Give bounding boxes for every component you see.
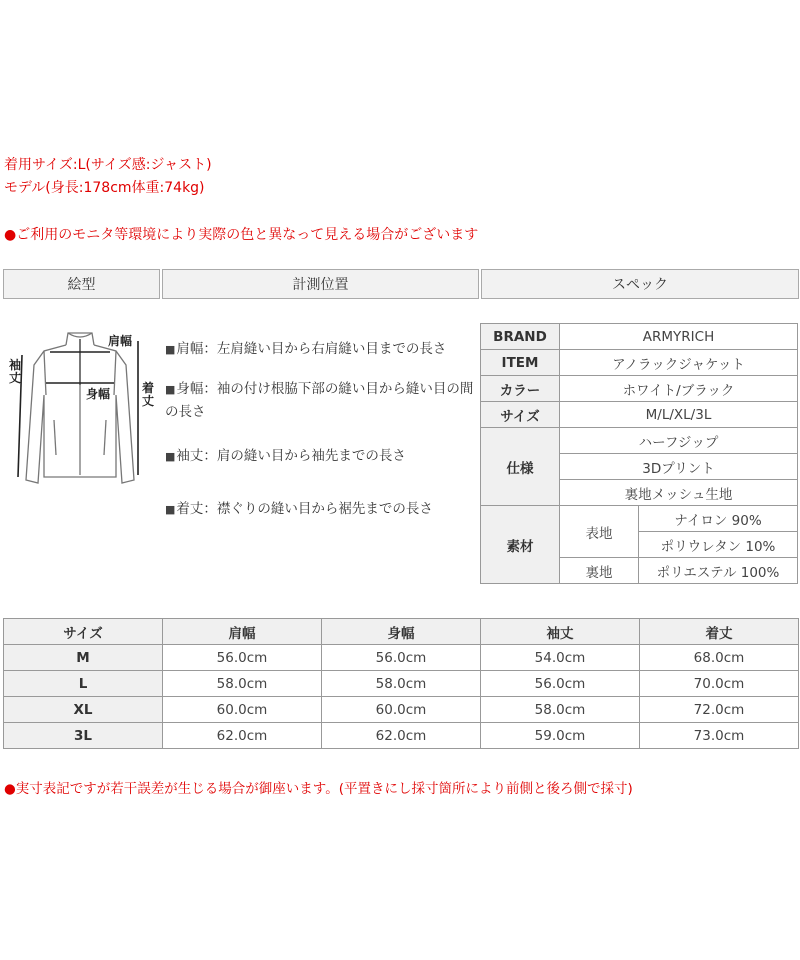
monitor-note: ●ご利用のモニタ等環境により実際の色と異なって見える場合がございます [4, 227, 479, 243]
measure-shoulder-text: 肩幅：左肩縫い目から右肩縫い目までの長さ [176, 341, 447, 357]
size-cell: L [4, 671, 163, 697]
measure-length-text: 着丈：襟ぐりの縫い目から裾先までの長さ [176, 501, 433, 517]
size-cell: 3L [4, 723, 163, 749]
spec-table [480, 323, 798, 584]
model-info: モデル(身長:178cm体重:74kg) [4, 180, 205, 196]
measure-body-text: 身幅：袖の付け根脇下部の縫い目から縫い目の間の長さ [165, 381, 474, 420]
header-spec: スペック [481, 269, 799, 299]
value-cell: 62.0cm [163, 723, 322, 749]
spec-outer-label: 表地 [560, 506, 639, 558]
value-cell: 59.0cm [481, 723, 640, 749]
spec-feature-value: ハーフジップ [560, 428, 798, 454]
value-cell: 54.0cm [481, 645, 640, 671]
value-cell: 73.0cm [640, 723, 799, 749]
spec-row-item [481, 350, 798, 376]
measure-sleeve [165, 445, 475, 468]
measure-shoulder [165, 338, 475, 361]
spec-size-value: M/L/XL/3L [560, 402, 798, 428]
header-illustration: 絵型 [3, 269, 160, 299]
footer-note: ●実寸表記ですが若干誤差が生じる場合が御座います。(平置きにし採寸箇所により前側と後ろ側で採寸) [4, 781, 633, 797]
jacket-outline-icon [4, 325, 160, 495]
table-row [4, 723, 799, 749]
spec-item-value: アノラックジャケット [560, 350, 798, 376]
diagram-sleeve-label: 袖丈 [9, 358, 22, 385]
diagram-body-label: 身幅 [86, 387, 111, 401]
value-cell: 56.0cm [322, 645, 481, 671]
table-row [4, 671, 799, 697]
value-cell: 58.0cm [163, 671, 322, 697]
measure-body [165, 378, 475, 423]
size-header-cell: 肩幅 [163, 619, 322, 645]
value-cell: 58.0cm [481, 697, 640, 723]
value-cell: 62.0cm [322, 723, 481, 749]
spec-outer-value: ナイロン 90% [639, 506, 798, 532]
diagram-length-label: 着丈 [142, 381, 155, 408]
header-measure-position: 計測位置 [162, 269, 479, 299]
diagram-shoulder-label: 肩幅 [108, 334, 133, 348]
spec-row-color [481, 376, 798, 402]
bullet-icon [165, 448, 176, 464]
spec-brand-value: ARMYRICH [560, 324, 798, 350]
table-row [4, 697, 799, 723]
bullet-icon [165, 341, 176, 357]
jacket-diagram [4, 325, 160, 495]
value-cell: 60.0cm [163, 697, 322, 723]
spec-material-label: 素材 [481, 506, 560, 584]
size-cell: M [4, 645, 163, 671]
spec-row-material [481, 506, 798, 532]
measure-sleeve-text: 袖丈：肩の縫い目から袖先までの長さ [176, 448, 406, 464]
size-header-cell: 袖丈 [481, 619, 640, 645]
spec-lining-value: ポリエステル 100% [639, 558, 798, 584]
section-header [3, 269, 799, 299]
spec-lining-label: 裏地 [560, 558, 639, 584]
spec-brand-label: BRAND [481, 324, 560, 350]
spec-outer-value: ポリウレタン 10% [639, 532, 798, 558]
value-cell: 68.0cm [640, 645, 799, 671]
spec-color-label: カラー [481, 376, 560, 402]
bullet-icon [165, 501, 176, 517]
value-cell: 56.0cm [481, 671, 640, 697]
spec-feature-value: 3Dプリント [560, 454, 798, 480]
value-cell: 60.0cm [322, 697, 481, 723]
size-header-cell: 身幅 [322, 619, 481, 645]
bullet-icon [165, 381, 176, 397]
size-table [3, 618, 799, 749]
spec-row-size [481, 402, 798, 428]
size-cell: XL [4, 697, 163, 723]
spec-row-feature [481, 428, 798, 454]
spec-color-value: ホワイト/ブラック [560, 376, 798, 402]
spec-size-label: サイズ [481, 402, 560, 428]
spec-item-label: ITEM [481, 350, 560, 376]
spec-row-brand [481, 324, 798, 350]
value-cell: 70.0cm [640, 671, 799, 697]
size-header-cell: 着丈 [640, 619, 799, 645]
value-cell: 58.0cm [322, 671, 481, 697]
wearing-size: 着用サイズ:L(サイズ感:ジャスト) [4, 157, 212, 173]
measure-length [165, 498, 475, 521]
size-header-cell: サイズ [4, 619, 163, 645]
value-cell: 72.0cm [640, 697, 799, 723]
size-table-header [4, 619, 799, 645]
table-row [4, 645, 799, 671]
spec-feature-value: 裏地メッシュ生地 [560, 480, 798, 506]
value-cell: 56.0cm [163, 645, 322, 671]
spec-features-label: 仕様 [481, 428, 560, 506]
